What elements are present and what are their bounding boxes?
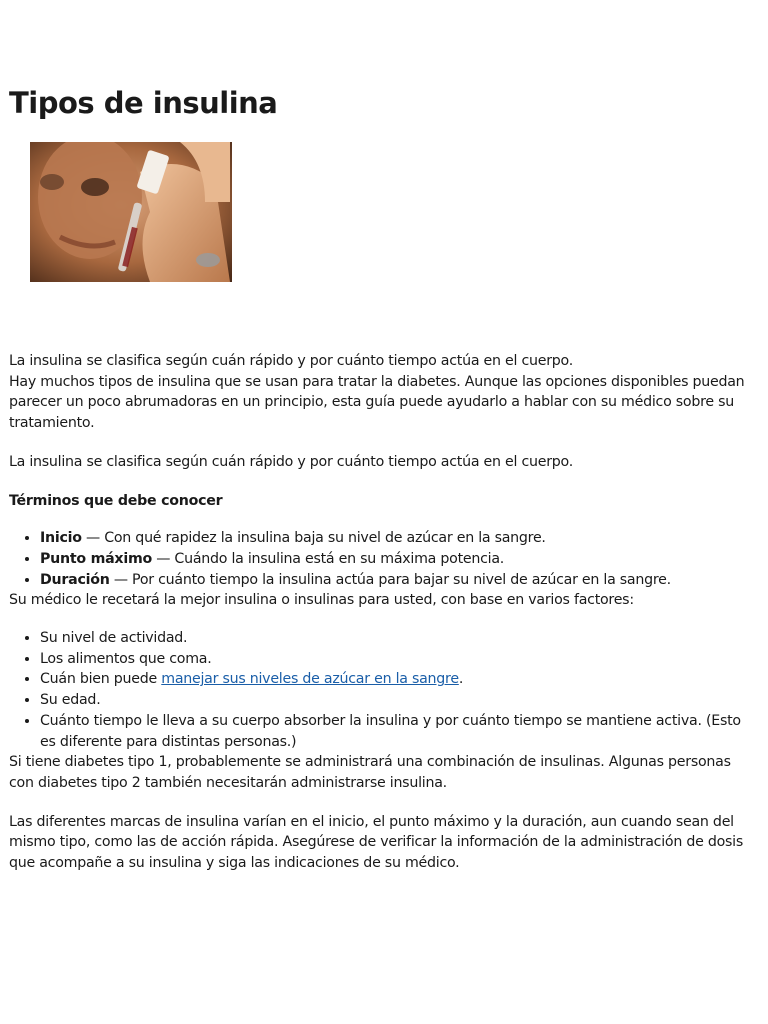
term-label: Punto máximo (40, 550, 152, 567)
intro-line-2: Hay muchos tipos de insulina que se usan para tratar la diabetes. Aunque las opciones disponibles puedan parecer un poco abrumadoras en un principio, esta guía puede ayudarlo a hablar con su médico sobre su tratamiento. (9, 373, 745, 432)
factors-intro: Su médico le recetará la mejor insulina o insulinas para usted, con base en varios factores: (9, 592, 634, 609)
type1-paragraph: Si tiene diabetes tipo 1, probablemente se administrará una combinación de insulinas. Algunas personas con diabetes tipo 2 también necesitarán administrarse insulina. (9, 754, 731, 791)
article-body (9, 351, 754, 874)
blood-sugar-management-link[interactable]: manejar sus niveles de azúcar en la sangre (161, 671, 459, 688)
hero-image (30, 142, 232, 282)
list-item: • Los alimentos que coma. (40, 649, 754, 670)
factors-list (9, 628, 754, 752)
factor-prefix: Cuán bien puede (40, 671, 162, 688)
classification-sentence: La insulina se clasifica según cuán rápido y por cuánto tiempo actúa en el cuerpo. (9, 453, 573, 470)
term-definition: — Cuándo la insulina está en su máxima potencia. (151, 550, 505, 567)
list-item (40, 570, 754, 591)
intro-line-1: La insulina se clasifica según cuán rápido y por cuánto tiempo actúa en el cuerpo. (9, 353, 573, 369)
page-title: Tipos de insulina (9, 86, 278, 120)
term-label: Inicio (40, 530, 82, 547)
list-item (40, 669, 754, 690)
list-item (40, 528, 754, 549)
term-definition: — Por cuánto tiempo la insulina actúa para bajar su nivel de azúcar en la sangre. (109, 571, 671, 588)
intro-paragraph (9, 351, 754, 434)
list-item: • Su nivel de actividad. (40, 628, 754, 649)
list-item: • Su edad. (40, 690, 754, 711)
term-label: Duración (40, 571, 110, 588)
term-definition: — Con qué rapidez la insulina baja su nivel de azúcar en la sangre. (81, 530, 546, 547)
list-item (40, 549, 754, 570)
terms-list (9, 528, 754, 590)
insulin-syringe-photo-icon (30, 142, 232, 282)
terms-heading: Términos que debe conocer (9, 492, 223, 509)
list-item: • Cuánto tiempo le lleva a su cuerpo absorber la insulina y por cuánto tiempo se mantiene activa. (Esto es diferente para distintas personas.) (40, 711, 754, 752)
brands-paragraph: Las diferentes marcas de insulina varían en el inicio, el punto máximo y la duración, aun cuando sean del mismo tipo, como las de acción rápida. Asegúrese de verificar la información de la administración de dosis que acompañe a su insulina y siga las indicaciones de su médico. (9, 813, 743, 872)
factor-suffix: . (458, 671, 464, 688)
